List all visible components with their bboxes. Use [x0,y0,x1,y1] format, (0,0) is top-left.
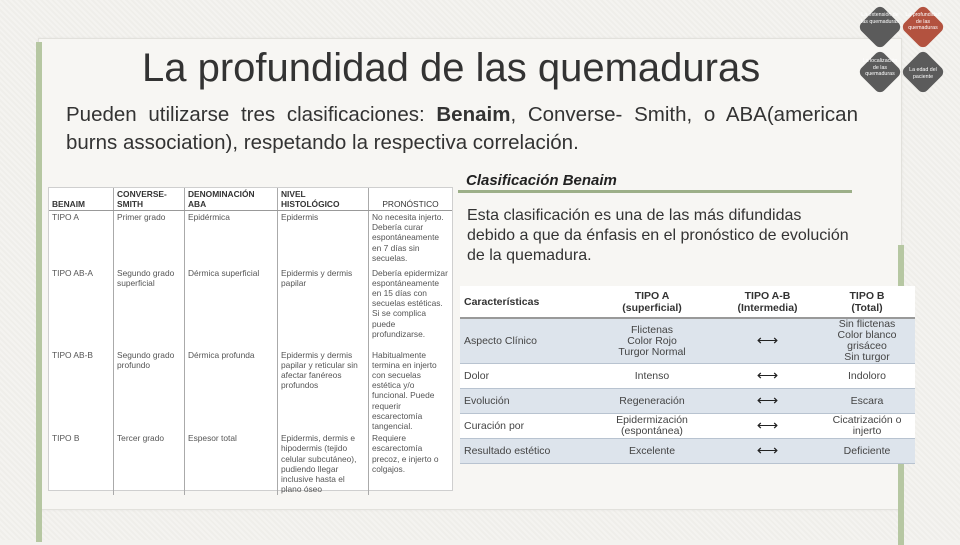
benaim-characteristics-table [460,286,915,459]
header-tipo-ab-label: TIPO A-B [744,289,791,302]
cell-arrow [716,318,819,364]
accent-bar-left [36,42,42,542]
cell-characteristic: Dolor [460,364,588,389]
section-underline [458,190,852,193]
double-arrow-icon: ⟷ [756,391,779,409]
header-tipo-a-label: TIPO A [634,289,670,302]
cell-aba: Epidérmica [185,211,278,267]
cell-line: Turgor Normal [618,345,686,358]
double-arrow-icon: ⟷ [756,331,779,349]
diagram-node-extension-label: La extensión de las quemaduras [861,12,899,25]
cell-line: Epidermización [616,414,688,426]
cell-aba: Dérmica profunda [185,349,278,433]
table-row [460,414,915,439]
cell-line: Flictenas [630,323,673,336]
section-title: Clasificación Benaim [466,172,617,189]
cell-line: Sin flictenas [838,318,896,330]
cell-arrow [716,439,819,464]
header-tipo-b [819,286,915,318]
cell-tipo-b: Escara [819,389,915,414]
header-aba: DENOMINACIÓN ABA [185,188,278,211]
cell-aba: Espesor total [185,432,278,495]
double-arrow-icon: ⟷ [756,441,779,459]
header-caracteristicas [460,286,588,318]
cell-line: (espontánea) [621,425,683,437]
cell-tipo-b: Deficiente [819,439,915,464]
classification-correlation-table [48,187,453,495]
cell-tipo-a [588,318,716,364]
header-tipo-b-sub: (Total) [851,301,883,314]
header-caracteristicas-label: Características [464,295,540,308]
cell-tipo-a: Regeneración [588,389,716,414]
table-row [49,211,452,267]
cell-line: Sin turgor [844,351,890,363]
cell-converse: Tercer grado [114,432,185,495]
table-row [460,364,915,389]
double-arrow-icon: ⟷ [756,416,779,434]
cell-arrow [716,389,819,414]
table-row [49,432,452,495]
header-nivel: NIVEL HISTOLÓGICO [278,188,369,211]
header-pronostico: PRONÓSTICO [369,188,453,211]
diagram-node-depth-label: La profundidad de las quemaduras [905,12,941,31]
cell-nivel: Epidermis, dermis e hipodermis (tejido celular subcutáneo), pudiendo llegar inclusive hasta el plano óseo [278,432,369,495]
cell-tipo-a [588,414,716,439]
cell-benaim: TIPO A [52,212,79,222]
cell-aba: Dérmica superficial [185,267,278,349]
table-row [460,439,915,464]
cell-tipo-a: Intenso [588,364,716,389]
cell-tipo-b [819,318,915,364]
cell-nivel: Epidermis [278,211,369,267]
intro-paragraph [66,101,858,157]
cell-nivel: Epidermis y dermis papilar y reticular sin afectar fanéreos profundos [278,349,369,433]
header-tipo-a-sub: (superficial) [622,301,682,314]
cell-characteristic: Evolución [460,389,588,414]
intro-benaim: Benaim [436,103,511,126]
cell-line: Color Rojo [627,334,677,347]
cell-nivel: Epidermis y dermis papilar [278,267,369,349]
cell-arrow [716,364,819,389]
cell-tipo-a: Excelente [588,439,716,464]
cell-line: Color blanco grisáceo [837,329,897,352]
table-row [49,349,452,433]
cell-pronostico: No necesita injerto. Debería curar espontáneamente en 7 días sin secuelas. [369,211,453,267]
header-tipo-a [588,286,716,318]
cell-arrow [716,414,819,439]
cell-benaim: TIPO AB-A [52,267,93,278]
header-tipo-b-label: TIPO B [849,289,885,302]
header-tipo-ab [716,286,819,318]
cell-pronostico: Requiere escarectomía precoz, e injerto o colgajos. [369,432,453,495]
cell-characteristic: Resultado estético [460,439,588,464]
cell-benaim: TIPO B [52,433,80,444]
cell-characteristic: Curación por [460,414,588,439]
diagram-node-age-label: La edad del paciente [909,67,937,80]
slide-title: La profundidad de las quemaduras [142,46,761,90]
cell-converse: Segundo grado superficial [114,267,185,349]
section-description: Esta clasificación es una de las más difundidas debido a que da énfasis en el pronóstico de evolución de la quemadura. [467,207,849,264]
cell-pronostico: Habitualmente termina en injerto con secuelas estética y/o funcional. Puede requerir escarectomía tangencial. [369,349,453,433]
cell-converse: Primer grado [114,211,185,267]
double-arrow-icon: ⟷ [756,366,779,384]
cell-characteristic: Aspecto Clínico [460,318,588,364]
table-row [460,318,915,364]
table-row [460,389,915,414]
cell-benaim: TIPO AB-B [52,349,93,360]
diagram-node-location-label: La localización de las quemaduras [862,58,898,77]
cell-converse: Segundo grado profundo [114,349,185,433]
cell-pronostico: Debería epidermizar espontáneamente en 15 días con secuelas estéticas. Si se complica puede profundizarse. [369,267,453,349]
cell-tipo-b: Indoloro [819,364,915,389]
cell-tipo-b: Cicatrización o injerto [819,414,915,439]
header-tipo-ab-sub: (Intermedia) [737,301,798,314]
table-row [49,267,452,349]
header-converse-smith: CONVERSE-SMITH [114,188,185,211]
intro-prefix: Pueden utilizarse tres clasificaciones: [66,103,437,126]
header-benaim: BENAIM [49,188,114,211]
intro-rest: , Converse- Smith, o ABA(american burns association), respetando la respectiva correlación. [66,103,858,154]
